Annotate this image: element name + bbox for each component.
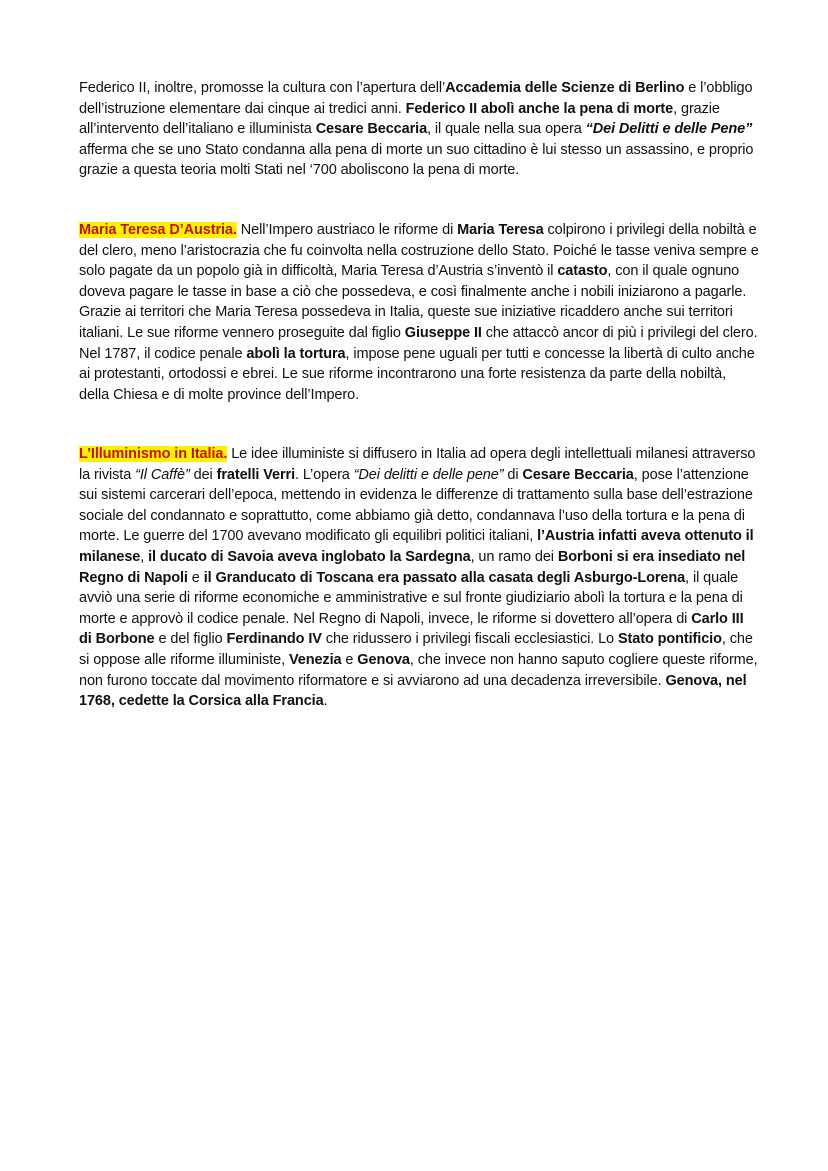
body-text: che attaccò ancor di più i privilegi del clero. Nel 1787, il codice penale bbox=[79, 324, 758, 362]
body-text: , il quale avviò una serie di riforme economiche e amministrative e sul fronte giudiziario abolì la tortura e la pena di morte e approvò il codice penale. Nel Regno di Napoli, invece, le riforme si dovettero all’opera di bbox=[79, 569, 743, 627]
bold-text: Borboni si era insediato nel Regno di Napoli bbox=[79, 548, 746, 586]
body-text: di bbox=[503, 466, 523, 483]
bold-text: Cesare Beccaria bbox=[522, 466, 634, 483]
bold-text: il ducato di Savoia aveva inglobato la Sardegna bbox=[148, 548, 471, 565]
body-text: . bbox=[323, 693, 328, 710]
bold-text: Genova, nel 1768, cedette la Corsica alla Francia bbox=[79, 672, 747, 710]
bold-text: Accademia delle Scienze di Berlino bbox=[445, 80, 685, 96]
body-text: Le idee illuministe si diffusero in Italia ad opera degli intellettuali milanesi attraverso la rivista bbox=[79, 446, 756, 483]
bold-text: Cesare Beccaria bbox=[315, 121, 428, 138]
body-text: , bbox=[140, 548, 149, 565]
bold-italic-run bbox=[586, 121, 753, 137]
bold-text: Genova bbox=[357, 651, 410, 668]
section-heading-highlight: L’Illuminismo in Italia. bbox=[79, 446, 228, 462]
bold-text: l’Austria infatti aveva ottenuto il milanese bbox=[79, 528, 754, 565]
body-text: , che si oppose alle riforme illuministe, bbox=[79, 631, 753, 668]
body-text: colpirono i privilegi della nobiltà e del clero, meno l’aristocrazia che fu coinvolta nella costruzione dello Stato. Poiché le tasse veniva sempre e solo pagate da un popolo già in difficoltà, Maria Teresa d’Austria s’inventò il bbox=[79, 222, 759, 280]
bold-text: catasto bbox=[557, 263, 608, 280]
body-text: e bbox=[341, 651, 358, 668]
body-text: , un ramo dei bbox=[470, 548, 558, 565]
bold-text: Maria Teresa bbox=[457, 222, 544, 238]
body-text: , impose pene uguali per tutti e concesse la libertà di culto anche ai protestanti, ortodossi e ebrei. Le sue riforme incontrarono una forte resistenza da parte della nobiltà, della Chiesa e di molte province dell’Impero. bbox=[79, 345, 755, 403]
paragraph-federico bbox=[79, 78, 759, 181]
body-text: e l’obbligo dell’istruzione elementare dai cinque ai tredici anni. bbox=[79, 80, 753, 117]
bold-text: abolì la tortura bbox=[246, 345, 346, 362]
body-text: e del figlio bbox=[154, 631, 227, 648]
bold-text: Federico II abolì anche la pena di morte bbox=[405, 100, 674, 117]
italic-text: “Dei delitti e delle pene” bbox=[353, 466, 504, 483]
bold-text: fratelli Verri bbox=[216, 466, 296, 483]
body-text: che ridussero i privilegi fiscali ecclesiastici. Lo bbox=[321, 631, 618, 648]
body-text: , pose l’attenzione sui sistemi carcerari dell’epoca, mettendo in evidenza le differenze di trattamento sulla base dell’estrazione sociale del condannato e soprattutto, come abbiamo già detto, condannava l’uso della tortura e la pena di morte. Le guerre del 1700 avevano modificato gli equilibri politici italiani, bbox=[79, 466, 753, 545]
bold-italic-text: “Dei Delitti e delle Pene” bbox=[585, 121, 753, 138]
paragraph-maria-teresa bbox=[79, 220, 759, 405]
bold-text: Venezia bbox=[288, 651, 342, 668]
body-text: . L’opera bbox=[295, 466, 354, 483]
body-text: , il quale nella sua opera bbox=[427, 121, 586, 138]
body-text: , con il quale ognuno doveva pagare le tasse in base a ciò che possedeva, e così finalmente anche i nobili iniziarono a pagarle. Grazie ai territori che Maria Teresa possedeva in Italia, queste sue iniziative ricaddero anche sui territori italiani. Le sue riforme vennero proseguite dal figlio bbox=[79, 263, 747, 341]
body-text: , che invece non hanno saputo cogliere queste riforme, non furono toccate dal movimento riformatore e si avviarono ad una decadenza irreversibile. bbox=[79, 651, 758, 689]
bold-text: Giuseppe II bbox=[404, 324, 482, 341]
body-text: Nell’Impero austriaco le riforme di bbox=[236, 222, 458, 238]
body-text: , grazie all’intervento dell’italiano e illuminista bbox=[79, 100, 720, 138]
bold-text: il Granducato di Toscana era passato alla casata degli Asburgo-Lorena bbox=[203, 569, 686, 586]
italic-text: “Il Caffè” bbox=[135, 466, 190, 483]
bold-text: Ferdinando IV bbox=[226, 631, 322, 648]
body-text: Federico II, inoltre, promosse la cultura con l’apertura dell’ bbox=[79, 80, 446, 96]
paragraph-illuminismo bbox=[79, 444, 759, 712]
body-text: dei bbox=[189, 466, 217, 483]
bold-text: Stato pontificio bbox=[617, 631, 722, 648]
body-text: e bbox=[187, 569, 204, 586]
body-text: afferma che se uno Stato condanna alla pena di morte un suo cittadino è lui stesso un assassino, e proprio grazie a questa teoria molti Stati nel ‘700 aboliscono la pena di morte. bbox=[79, 141, 754, 179]
section-heading-highlight: Maria Teresa D’Austria. bbox=[79, 222, 237, 238]
bold-text: Carlo III di Borbone bbox=[79, 610, 744, 648]
